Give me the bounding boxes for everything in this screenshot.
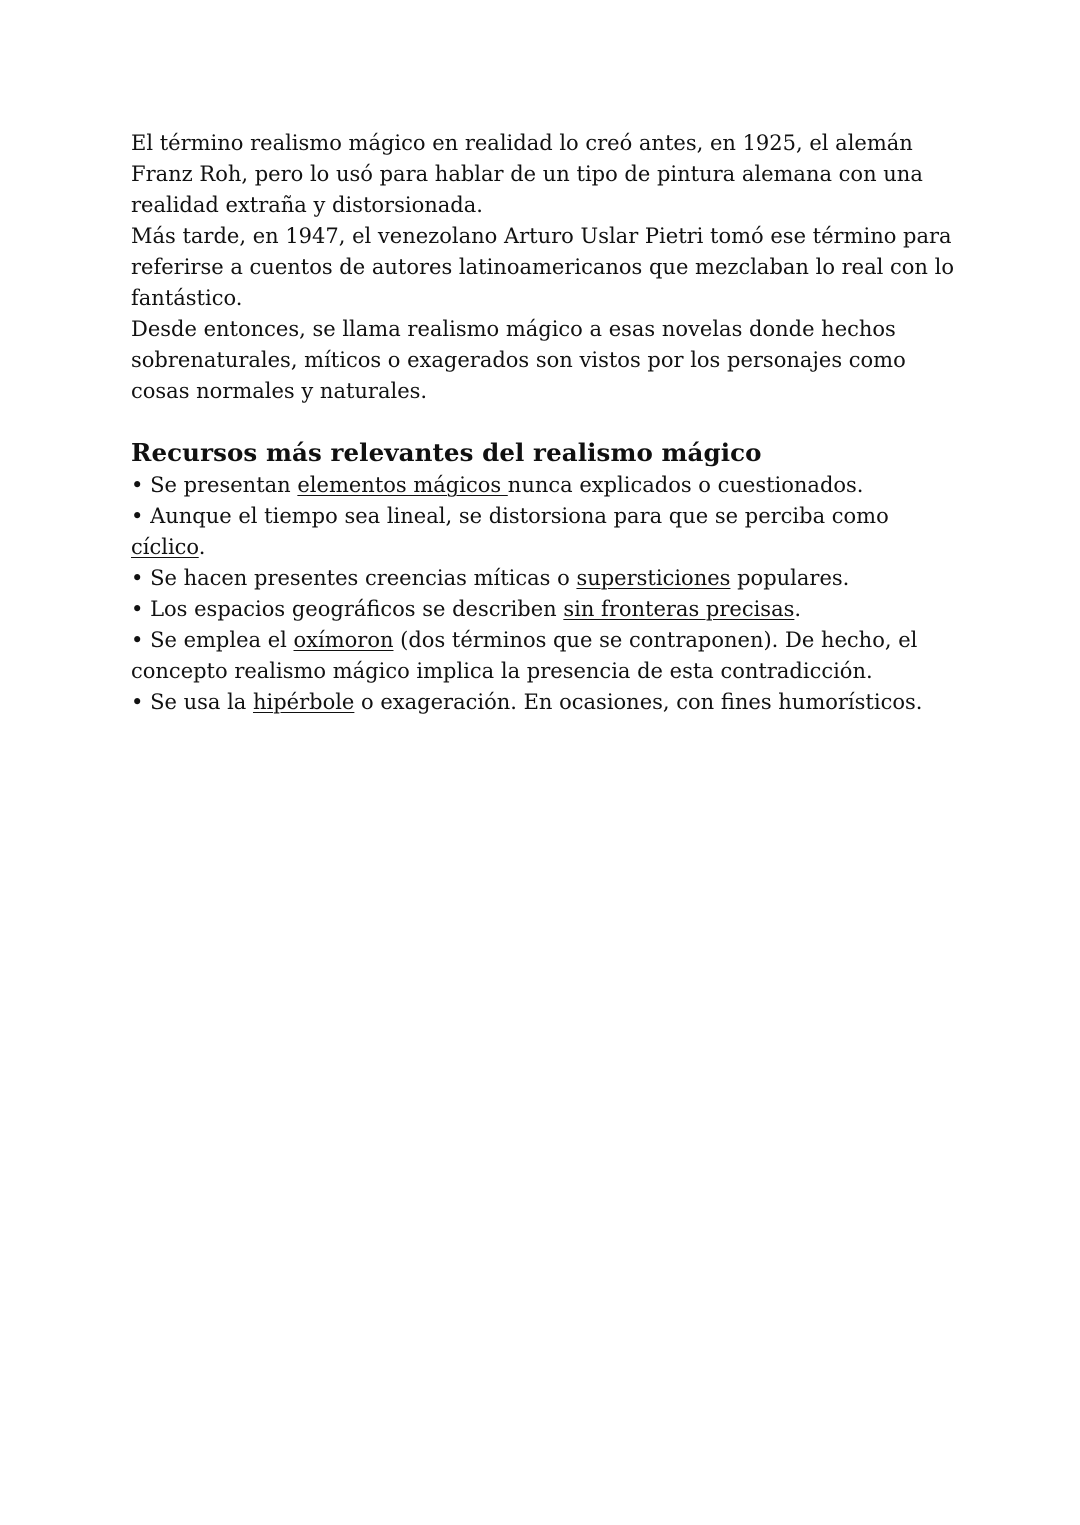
bullet-mark: • — [131, 504, 144, 528]
bullet-mark: • — [131, 690, 144, 714]
intro-paragraph-1925: El término realismo mágico en realidad lo creó antes, en 1925, el alemán Franz Roh, pero lo usó para hablar de un tipo de pintura alemana con una realidad extraña y distorsionada. — [131, 131, 923, 217]
item-text: . — [794, 597, 802, 621]
item-text: Los espacios geográficos se describen — [150, 597, 564, 621]
list-item — [131, 501, 961, 563]
underlined-term: supersticiones — [576, 566, 731, 590]
bullet-mark: • — [131, 473, 144, 497]
underlined-term: cíclico — [131, 535, 199, 559]
item-text: o exageración. En ocasiones, con fines humorísticos. — [354, 690, 923, 714]
list-item — [131, 594, 961, 625]
item-text: (dos términos que se contraponen). De hecho, el concepto realismo mágico implica la presencia de esta contradicción. — [131, 628, 918, 683]
underlined-term: hipérbole — [252, 690, 355, 714]
document-page — [131, 128, 961, 718]
underlined-term: sin fronteras precisas — [563, 597, 795, 621]
item-text: Se usa la — [150, 690, 253, 714]
intro-paragraph-1947: Más tarde, en 1947, el venezolano Arturo Uslar Pietri tomó ese término para referirse a cuentos de autores latinoamericanos que mezclaban lo real con lo fantástico. — [131, 224, 954, 310]
item-text: nunca explicados o cuestionados. — [507, 473, 864, 497]
item-text: populares. — [730, 566, 850, 590]
bullet-mark: • — [131, 566, 144, 590]
list-item — [131, 563, 961, 594]
underlined-term: oxímoron — [293, 628, 394, 652]
item-text: Se presentan — [150, 473, 298, 497]
item-text: Se emplea el — [150, 628, 294, 652]
bullet-mark: • — [131, 597, 144, 621]
resources-list — [131, 470, 961, 718]
intro-paragraph-definition: Desde entonces, se llama realismo mágico a esas novelas donde hechos sobrenaturales, míticos o exagerados son vistos por los personajes como cosas normales y naturales. — [131, 317, 906, 403]
bullet-mark: • — [131, 628, 144, 652]
underlined-term: elementos mágicos — [297, 473, 508, 497]
item-text: Se hacen presentes creencias míticas o — [150, 566, 577, 590]
section-heading: Recursos más relevantes del realismo mágico — [131, 438, 762, 467]
list-item — [131, 625, 961, 687]
item-text: Aunque el tiempo sea lineal, se distorsiona para que se perciba como — [150, 504, 889, 528]
list-item — [131, 470, 961, 501]
list-item — [131, 687, 961, 718]
item-text: . — [198, 535, 206, 559]
